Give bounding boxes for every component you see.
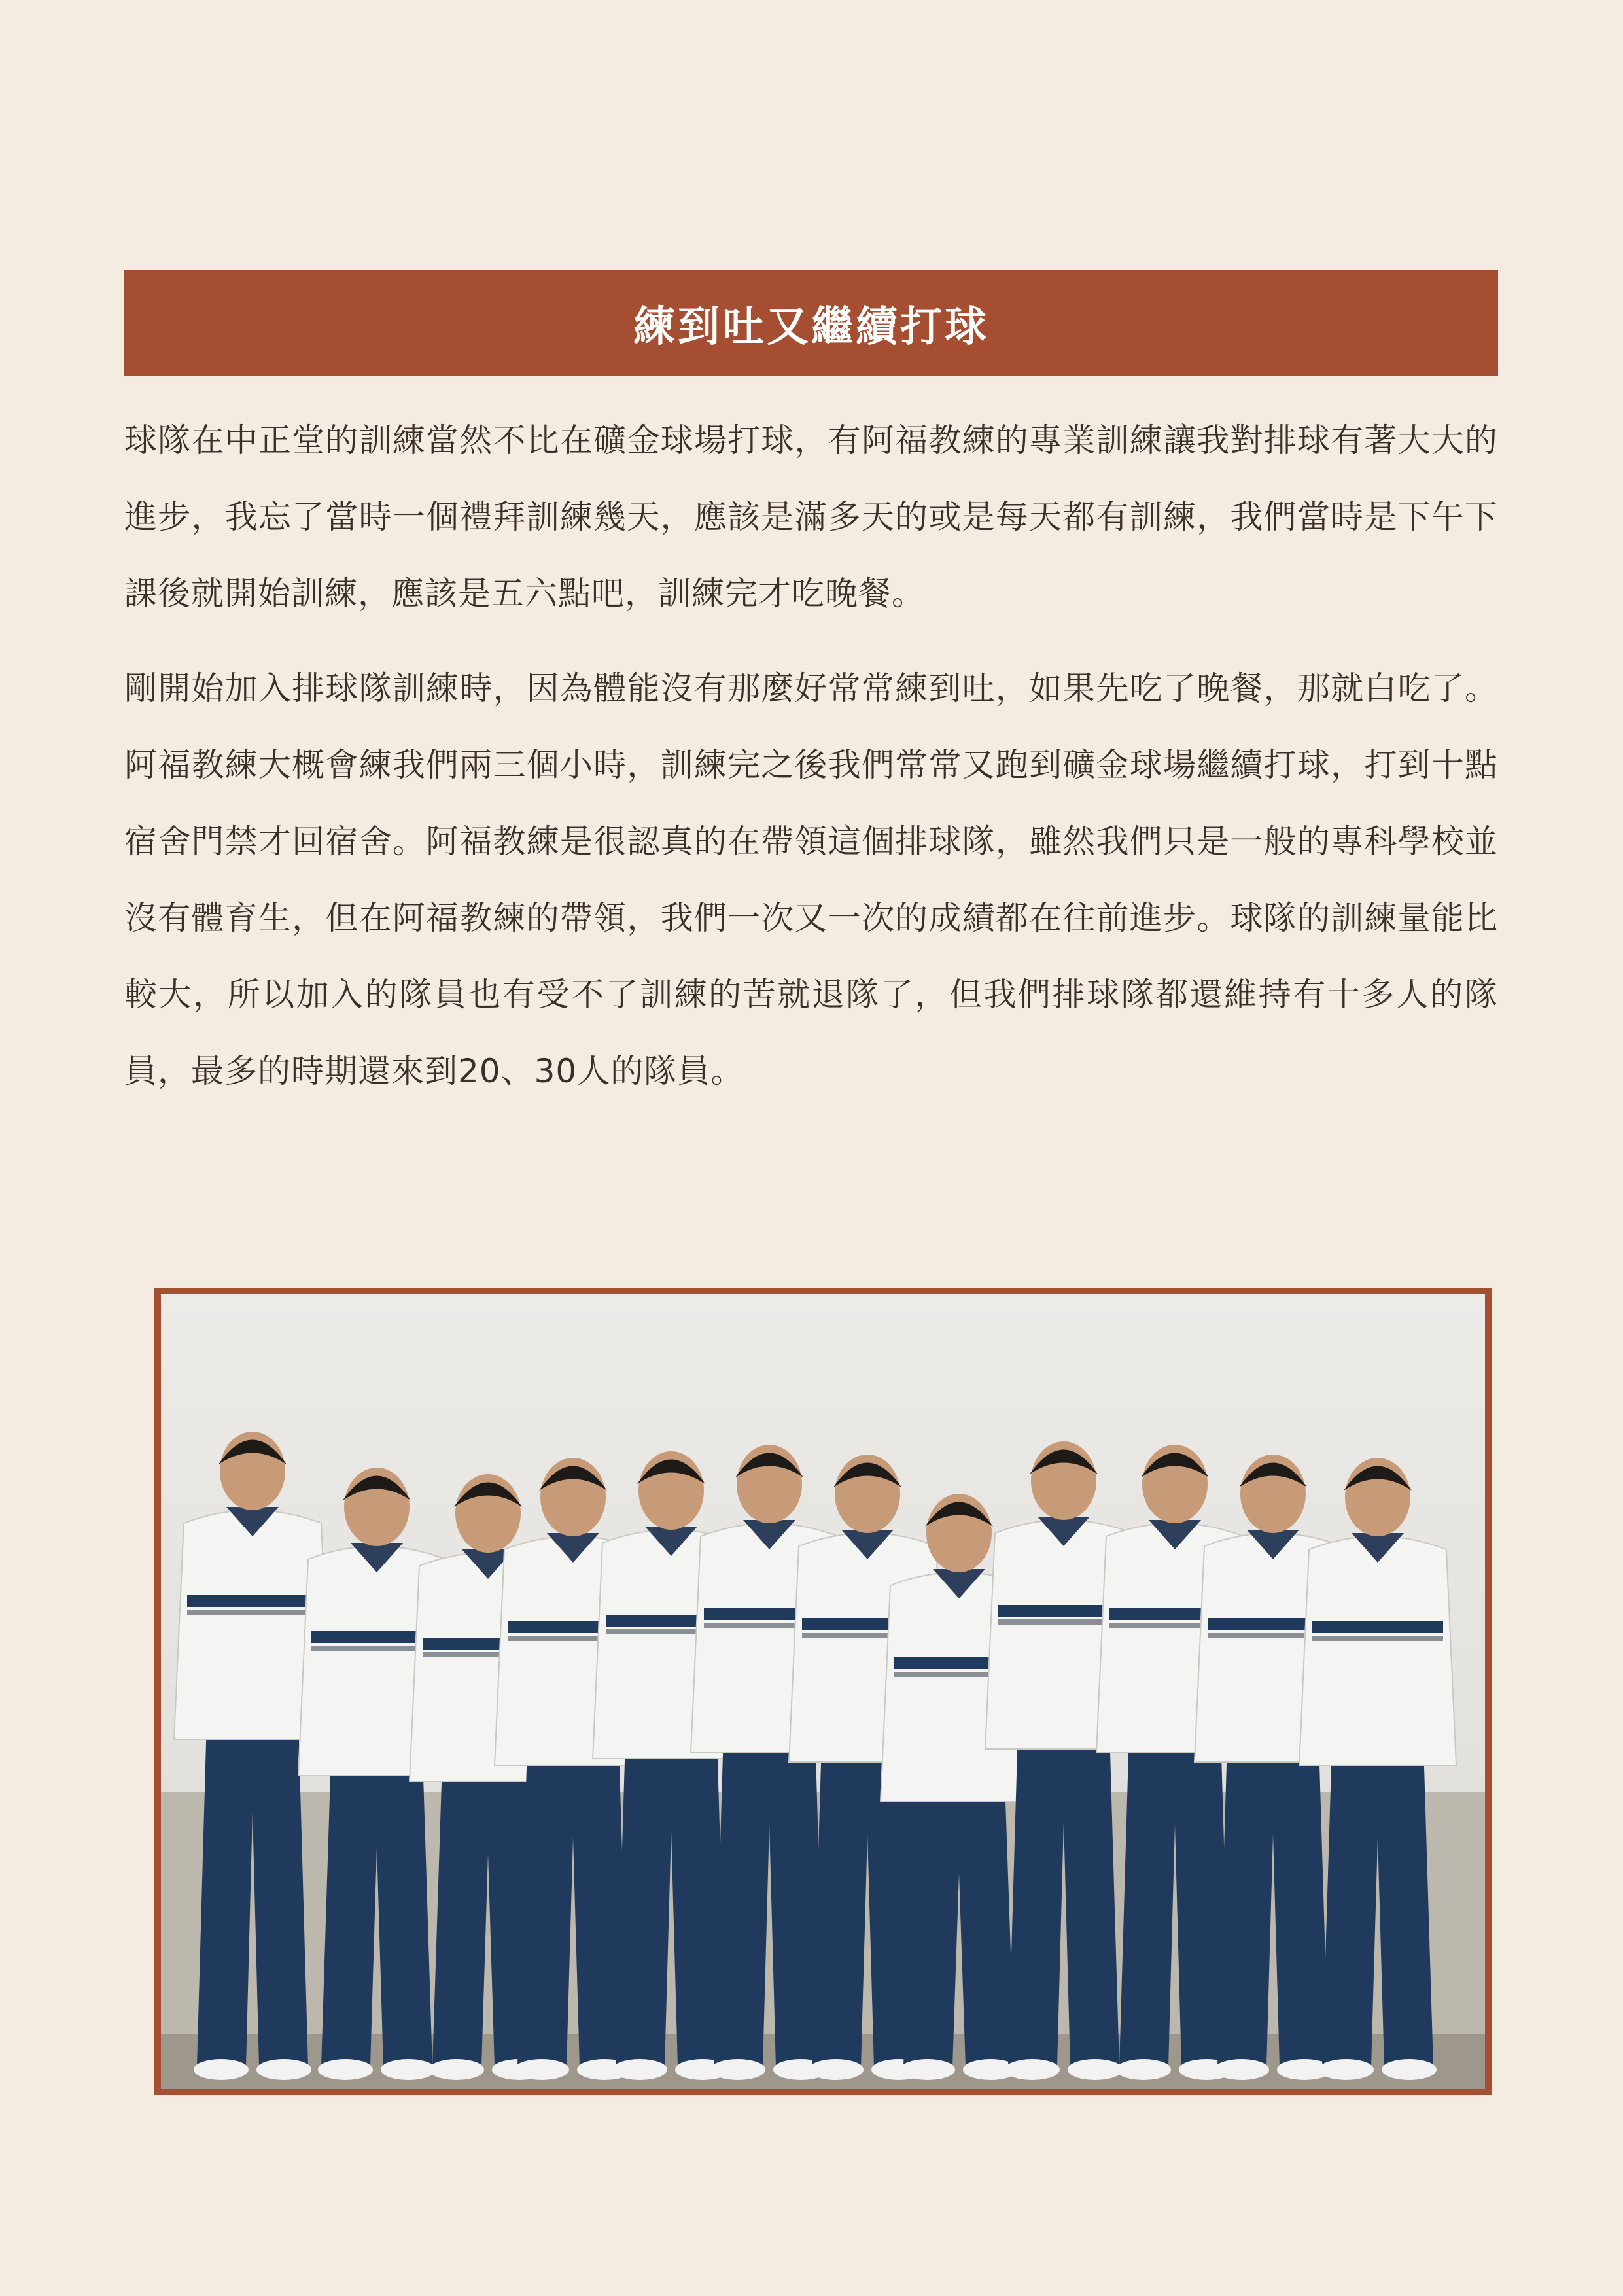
paragraph-1: 球隊在中正堂的訓練當然不比在礦金球場打球，有阿福教練的專業訓練讓我對排球有著大大的進步，我忘了當時一個禮拜訓練幾天，應該是滿多天的或是每天都有訓練，我們當時是下午下課後就開始訓練，應該是五六點吧，訓練完才吃晚餐。: [124, 421, 1498, 612]
section-title-bar: [124, 270, 1498, 376]
team-photo-frame: [154, 1288, 1492, 2095]
paragraph-2: 剛開始加入排球隊訓練時，因為體能沒有那麼好常常練到吐，如果先吃了晚餐，那就白吃了。阿福教練大概會練我們兩三個小時，訓練完之後我們常常又跑到礦金球場繼續打球，打到十點宿舍門禁才回宿舍。阿福教練是很認真的在帶領這個排球隊，雖然我們只是一般的專科學校並沒有體育生，但在阿福教練的帶領，我們一次又一次的成績都在往前進步。球隊的訓練量能比較大，所以加入的隊員也有受不了訓練的苦就退隊了，但我們排球隊都還維持有十多人的隊員，最多的時期還來到20、30人的隊員。: [124, 669, 1498, 1090]
article-body: [124, 402, 1498, 1110]
team-photo: [161, 1294, 1485, 2089]
section-title: 練到吐又繼續打球: [633, 303, 989, 351]
